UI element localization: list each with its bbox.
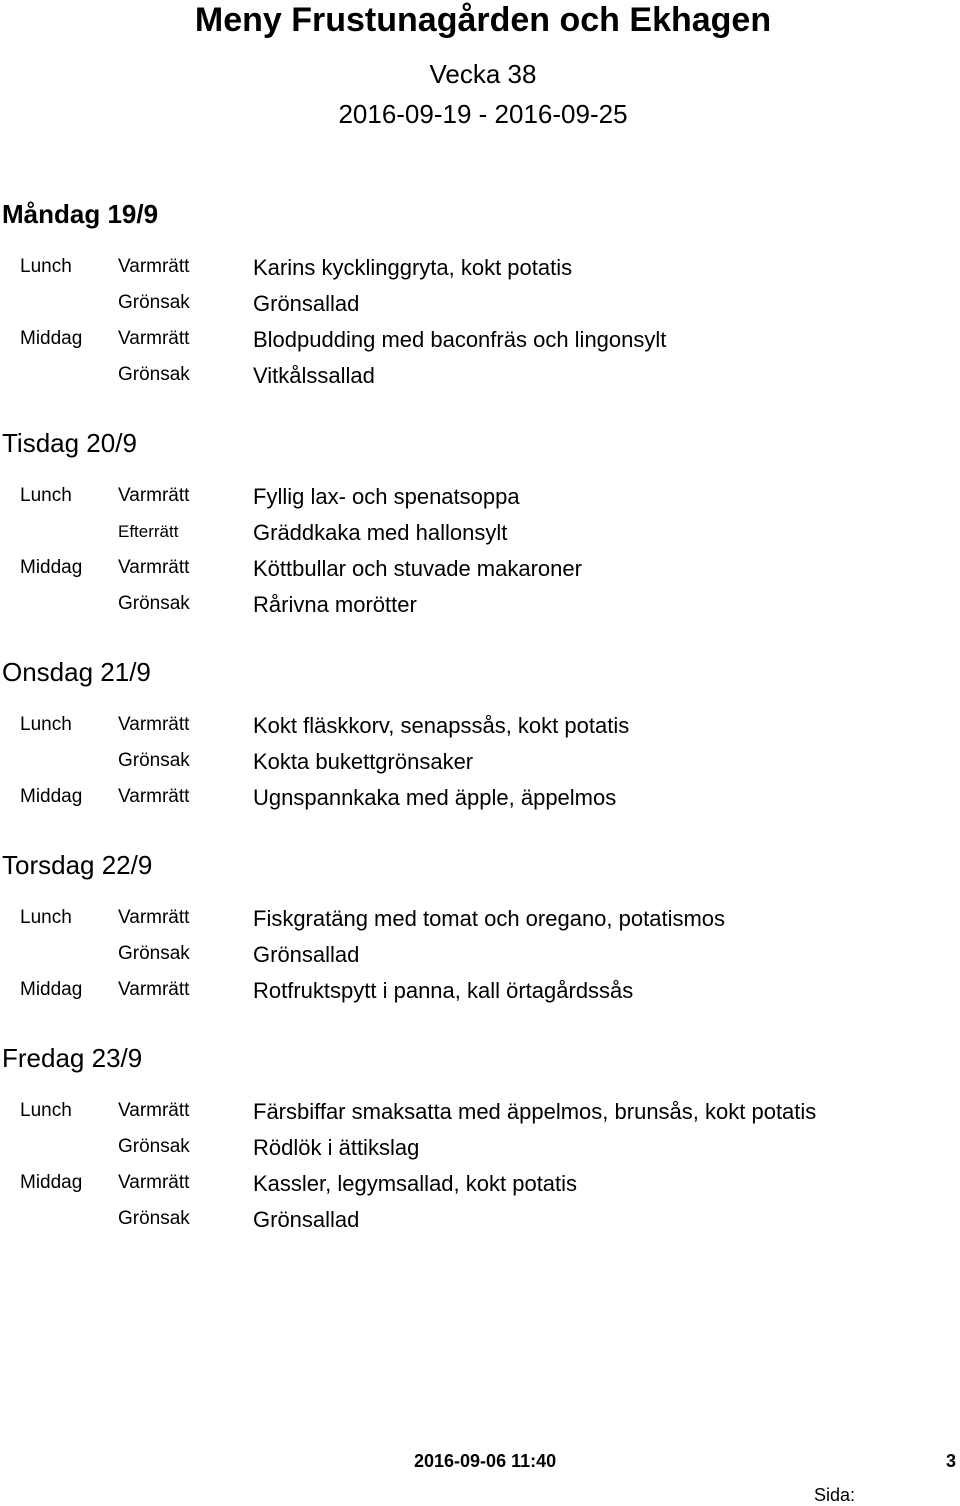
menu-row (0, 784, 960, 820)
dish-text: Fiskgratäng med tomat och oregano, potatismos (253, 906, 726, 931)
dish-text: Färsbiffar smaksatta med äppelmos, brunsås, kokt potatis (253, 1099, 817, 1124)
dish-text: Grönsallad (253, 942, 360, 967)
dish-text: Blodpudding med baconfräs och lingonsylt (253, 327, 667, 352)
menu-row (0, 483, 960, 519)
menu-row (0, 519, 960, 555)
category-label: Efterrätt (118, 522, 179, 541)
category-label: Varmrätt (118, 907, 190, 928)
meal-label: Lunch (20, 714, 72, 735)
dish-text: Grönsallad (253, 1207, 360, 1232)
category-label: Grönsak (118, 1208, 190, 1229)
meal-label: Lunch (20, 907, 72, 928)
menu-row (0, 290, 960, 326)
category-label: Varmrätt (118, 714, 190, 735)
meal-label: Middag (20, 328, 83, 349)
category-label: Grönsak (118, 292, 190, 313)
date-range: 2016-09-19 - 2016-09-25 (338, 99, 628, 129)
category-label: Grönsak (118, 593, 190, 614)
menu-title: Meny Frustunagården och Ekhagen (194, 1, 772, 39)
menu-row (0, 555, 960, 591)
menu-row (0, 1206, 960, 1242)
page-number: 3 (946, 1451, 957, 1471)
dish-text: Ugnspannkaka med äpple, äppelmos (253, 785, 617, 810)
dish-text: Rotfruktspytt i panna, kall örtagårdssås (253, 978, 634, 1003)
print-timestamp: 2016-09-06 11:40 (414, 1451, 557, 1471)
dish-text: Rödlök i ättikslag (253, 1135, 420, 1160)
meal-label: Lunch (20, 256, 72, 277)
category-label: Varmrätt (118, 786, 190, 807)
dish-text: Kokta bukettgrönsaker (253, 749, 474, 774)
category-label: Varmrätt (118, 256, 190, 277)
category-label: Varmrätt (118, 557, 190, 578)
meal-label: Lunch (20, 1100, 72, 1121)
category-label: Varmrätt (118, 485, 190, 506)
menu-row (0, 941, 960, 977)
dish-text: Gräddkaka med hallonsylt (253, 520, 508, 545)
day-heading: Onsdag 21/9 (2, 657, 151, 687)
menu-row (0, 748, 960, 784)
category-label: Varmrätt (118, 1100, 190, 1121)
menu-row (0, 712, 960, 748)
dish-text: Kassler, legymsallad, kokt potatis (253, 1171, 578, 1196)
menu-row (0, 326, 960, 362)
menu-row (0, 905, 960, 941)
menu-row (0, 977, 960, 1013)
menu-row (0, 1098, 960, 1134)
menu-row (0, 254, 960, 290)
meal-label: Middag (20, 1172, 83, 1193)
dish-text: Vitkålssallad (253, 363, 375, 388)
category-label: Varmrätt (118, 328, 190, 349)
menu-row (0, 1134, 960, 1170)
day-heading: Måndag 19/9 (2, 199, 159, 229)
day-heading: Fredag 23/9 (2, 1043, 143, 1073)
dish-text: Grönsallad (253, 291, 360, 316)
category-label: Grönsak (118, 750, 190, 771)
category-label: Grönsak (118, 364, 190, 385)
dish-text: Kokt fläskkorv, senapssås, kokt potatis (253, 713, 630, 738)
dish-text: Karins kycklinggryta, kokt potatis (253, 255, 573, 280)
dish-text: Fyllig lax- och spenatsoppa (253, 484, 520, 509)
menu-row (0, 591, 960, 627)
dish-text: Köttbullar och stuvade makaroner (253, 556, 582, 581)
category-label: Grönsak (118, 943, 190, 964)
week-label: Vecka 38 (429, 59, 537, 89)
category-label: Varmrätt (118, 979, 190, 1000)
meal-label: Lunch (20, 485, 72, 506)
meal-label: Middag (20, 786, 83, 807)
menu-row (0, 1170, 960, 1206)
day-heading: Torsdag 22/9 (2, 850, 153, 880)
meal-label: Middag (20, 557, 83, 578)
day-heading: Tisdag 20/9 (2, 428, 137, 458)
category-label: Varmrätt (118, 1172, 190, 1193)
category-label: Grönsak (118, 1136, 190, 1157)
dish-text: Rårivna morötter (253, 592, 417, 617)
meal-label: Middag (20, 979, 83, 1000)
page-label: Sida: (814, 1485, 856, 1505)
menu-row (0, 362, 960, 398)
